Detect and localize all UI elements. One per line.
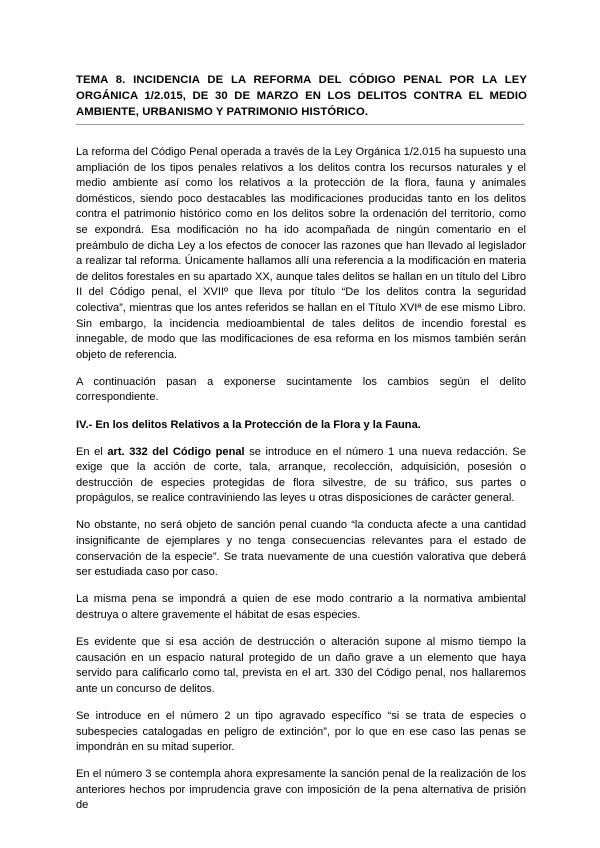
document-body	[76, 145, 526, 825]
paragraph-agravado: Se introduce en el número 2 un tipo agravado específico “si se trata de especies o subespecies catalogadas en peligro de extinción”, por lo que en ese caso las penas se impondrán en su mitad superior.	[76, 709, 526, 754]
paragraph-art-332-bold: art. 332 del Código penal	[107, 445, 245, 458]
title-divider	[76, 124, 524, 125]
paragraph-exception: No obstante, no será objeto de sanción penal cuando “la conducta afecte a una cantidad insignificante de ejemplares y no tenga consecuencias relevantes para el estado de conservación de la especie”. Se trata nuevamente de una cuestión valorativa que deberá ser estudiada caso por caso.	[76, 519, 526, 579]
document-title: TEMA 8. INCIDENCIA DE LA REFORMA DEL CÓDIGO PENAL POR LA LEY ORGÁNICA 1/2.015, DE 30 DE MARZO EN LOS DELITOS CONTRA EL MEDIO AMBIENTE, URBANISMO Y PATRIMONIO HISTÓRICO.	[76, 74, 527, 118]
paragraph-intro: La reforma del Código Penal operada a través de la Ley Orgánica 1/2.015 ha supuesto una ampliación de los tipos penales relativos a los delitos contra los recursos naturales y el medio ambiente así como los relativos a la protección de la flora, fauna y animales domésticos, siendo poco destacables las modificaciones producidas tanto en los delitos contra el patrimonio histórico como en los delitos sobre la ordenación del territorio, como se expondrá. Esa modificación no ha ido acompañada de ningún comentario en el preámbulo de dicha Ley a los efectos de conocer las razones que han llevado al legislador a realizar tal reforma. Únicamente hallamos allí una referencia a la modificación en materia de delitos forestales en su apartado XX, aunque tales delitos se hallan en un título del Libro II del Código penal, el XVIIº que lleva por título “De los delitos contra la seguridad colectiva”, mientras que los antes referidos se hallan en el Título XVIª de ese mismo Libro. Sin embargo, la incidencia medioambiental de tales delitos de incendio forestal es innegable, de modo que las modificaciones de esa reforma en los mismos también serán objeto de referencia.	[76, 146, 526, 361]
paragraph-continuation: A continuación pasan a exponerse sucintamente los cambios según el delito correspondiente.	[76, 375, 526, 404]
paragraph-art-332	[76, 445, 526, 507]
paragraph-art-332-post: se introduce en el número 1 una nueva redacción. Se exige que la acción de corte, tala, arranque, recolección, adquisición, posesión o destrucción de especies protegidas de flora silvestre, de su tráfico, sus partes o propágulos, se realice contraviniendo las leyes u otras disposiciones de carácter general.	[76, 445, 526, 505]
paragraph-habitat: La misma pena se impondrá a quien de ese modo contrario a la normativa ambiental destruya o altere gravemente el hábitat de esas especies.	[76, 593, 526, 621]
section-heading: IV.- En los delitos Relativos a la Protección de la Flora y la Fauna.	[76, 418, 421, 431]
paragraph-concurso: Es evidente que si esa acción de destrucción o alteración supone al mismo tiempo la causación en un espacio natural protegido de un daño grave a un elemento que haya servido para calificarlo como tal, prevista en el art. 330 del Código penal, nos hallaremos ante un concurso de delitos.	[76, 636, 526, 695]
paragraph-art-332-pre: En el	[76, 445, 108, 458]
paragraph-imprudencia: En el número 3 se contempla ahora expresamente la sanción penal de la realización de los anteriores hechos por imprudencia grave con imposición de la pena alternativa de prisión de	[76, 768, 526, 812]
